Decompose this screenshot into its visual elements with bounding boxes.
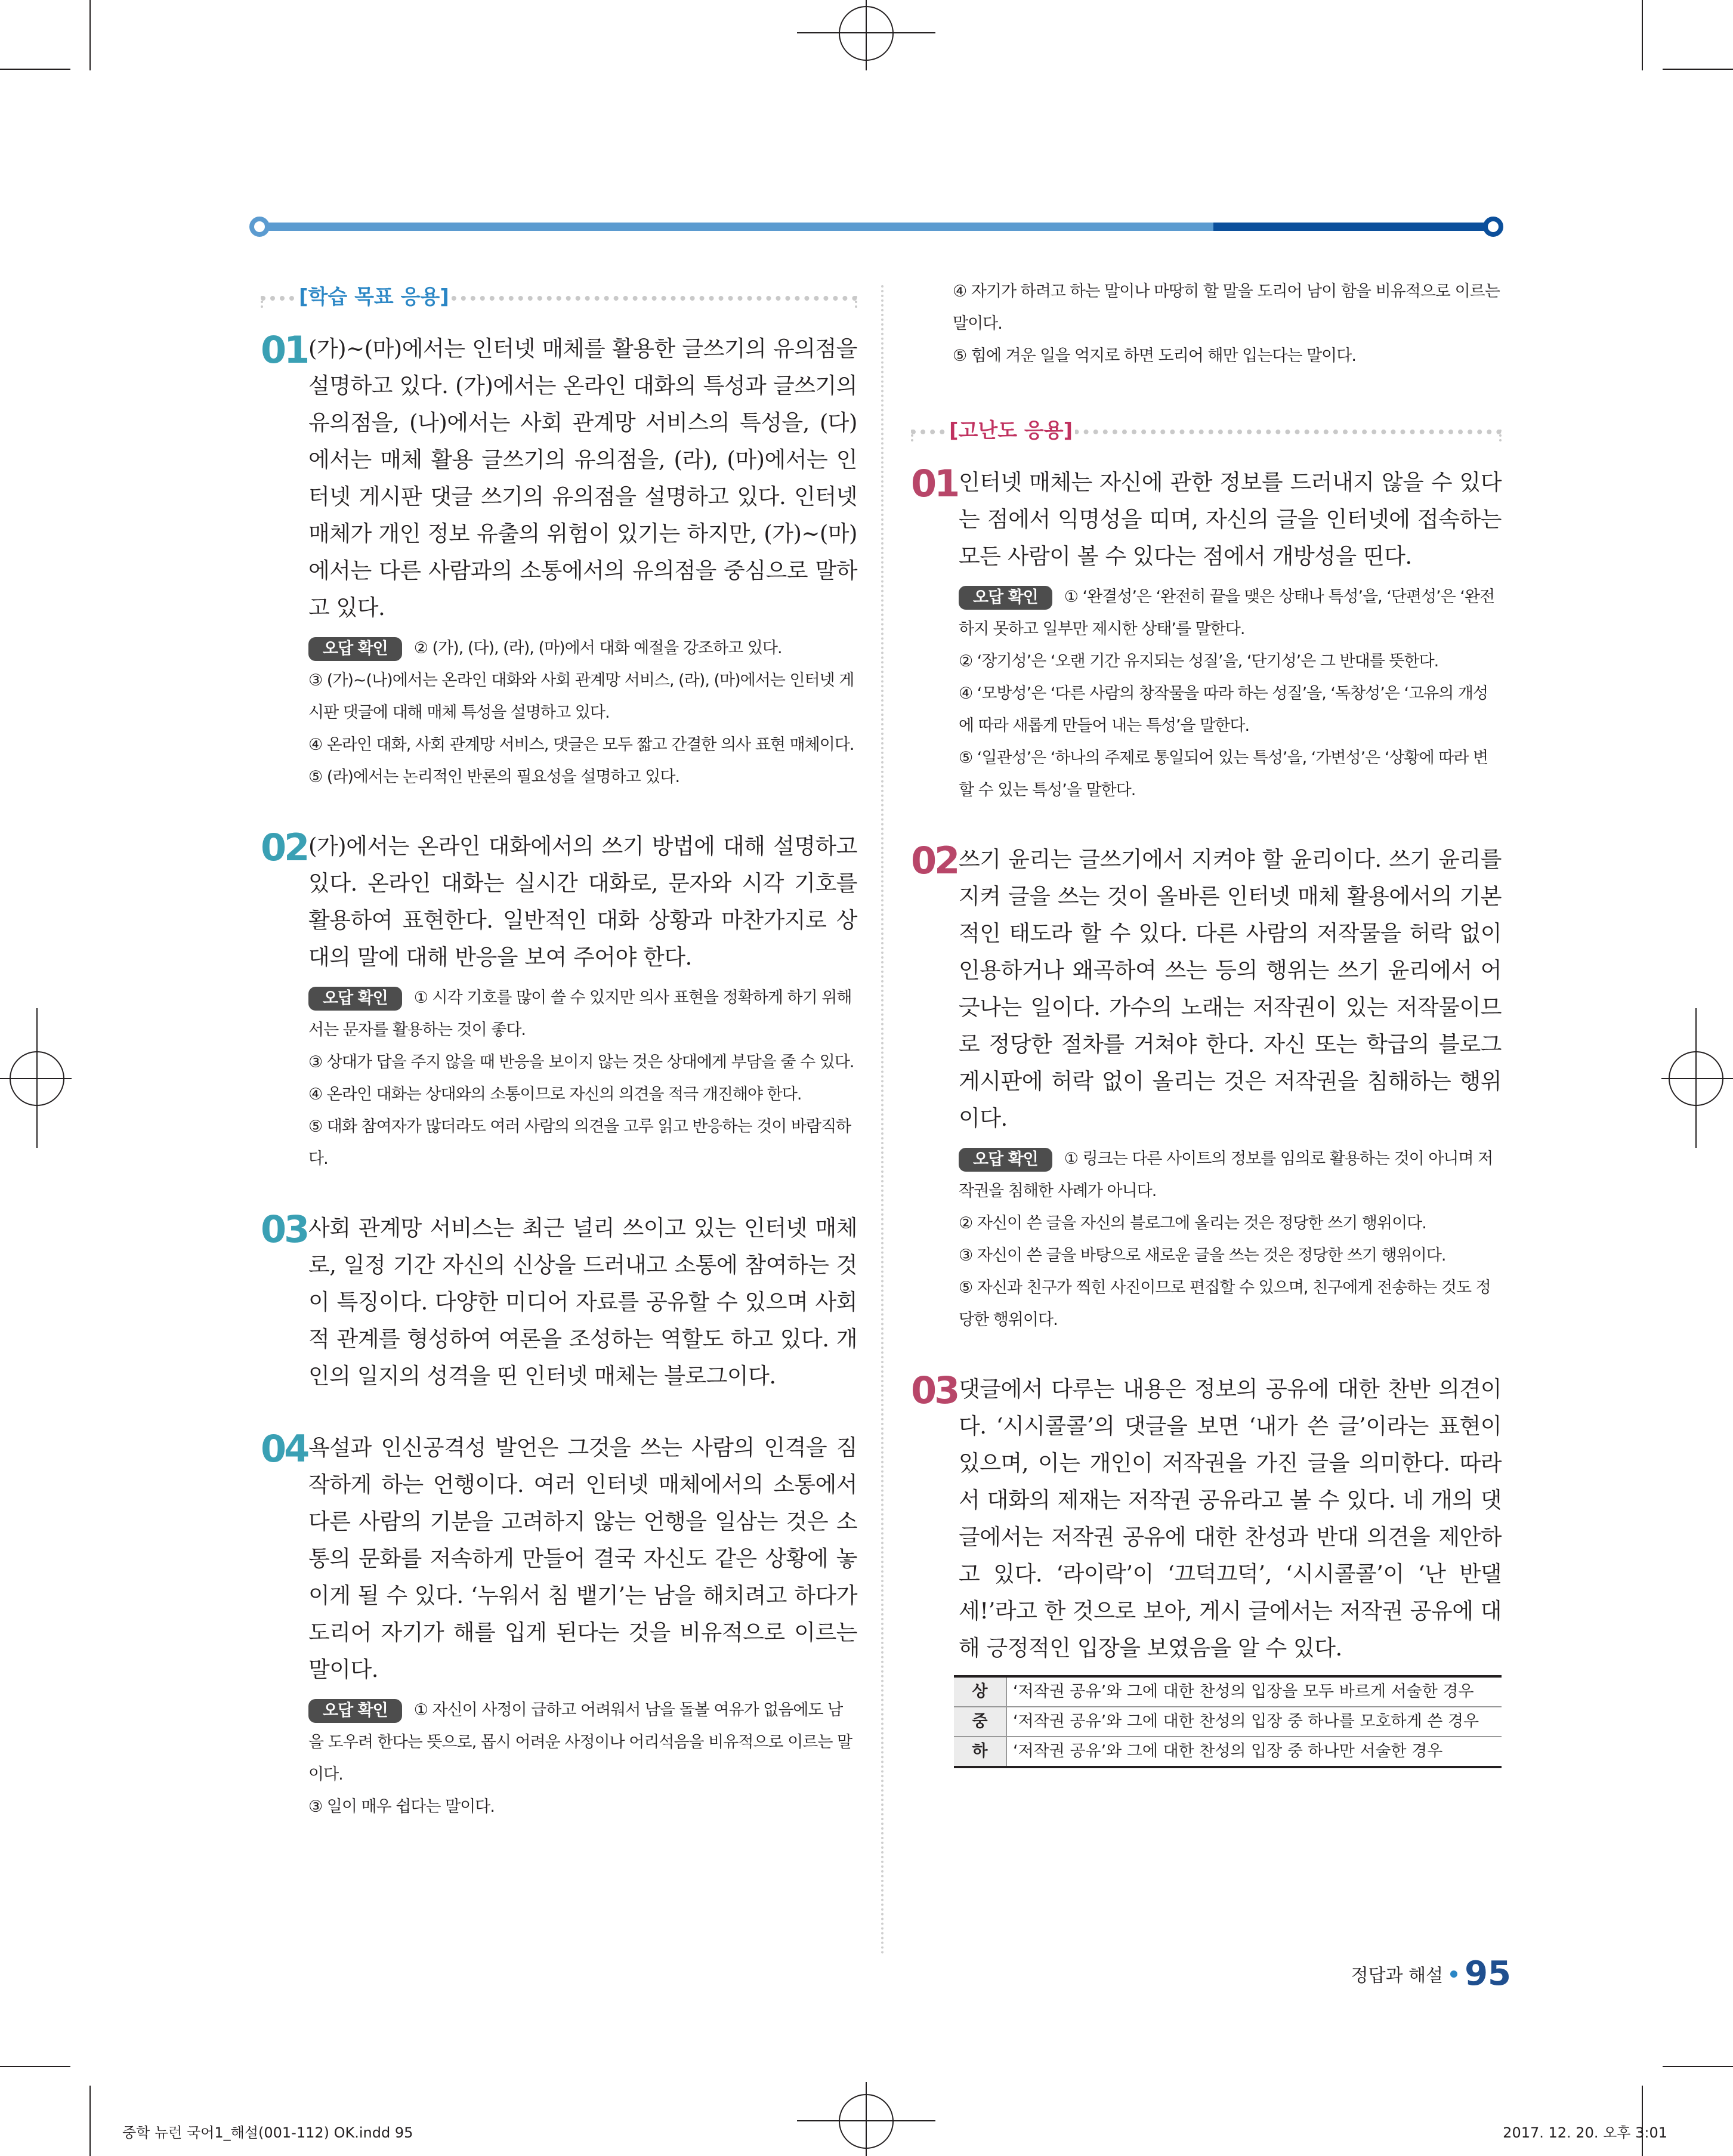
page-number: 95 bbox=[1465, 1954, 1511, 1993]
registration-mark bbox=[0, 1078, 72, 1079]
note-line: ⑤ ‘일관성’은 ‘하나의 주제로 통일되어 있는 특성’을, ‘가변성’은 ‘상황에 따라 변할 수 있는 특성’을 말한다. bbox=[959, 749, 1488, 799]
question-number: 01 bbox=[261, 328, 308, 372]
header-bar-dark bbox=[1213, 223, 1494, 231]
wrong-answer-note bbox=[959, 1143, 1502, 1336]
header-bar bbox=[249, 217, 1503, 237]
wrong-answer-note bbox=[308, 1694, 857, 1823]
grade-description: ‘저작권 공유’와 그에 대한 찬성의 입장 중 하나를 모호하게 쓴 경우 bbox=[1006, 1707, 1502, 1737]
wrong-answer-note bbox=[959, 581, 1502, 807]
crop-mark bbox=[89, 0, 91, 70]
note-tag: 오답 확인 bbox=[959, 1148, 1052, 1172]
header-bar-left-dot bbox=[249, 217, 270, 237]
note-tag: 오답 확인 bbox=[308, 1699, 402, 1723]
footer-label: 정답과 해설 bbox=[1351, 1965, 1444, 1987]
registration-mark bbox=[1661, 1078, 1733, 1079]
note-line: ③ (가)~(나)에서는 온라인 대화와 사회 관계망 서비스, (라), (마)에서는 인터넷 게시판 댓글에 대해 매체 특성을 설명하고 있다. bbox=[308, 671, 854, 722]
question-number: 02 bbox=[261, 826, 308, 869]
crop-mark bbox=[1663, 69, 1733, 70]
note-line: ④ 자기가 하려고 하는 말이나 마땅히 할 말을 도리어 남이 함을 비유적으로 이르는 말이다. bbox=[953, 282, 1500, 333]
header-bar-light bbox=[259, 223, 1225, 231]
note-line: ⑤ 대화 참여자가 많더라도 여러 사람의 의견을 고루 읽고 반응하는 것이 바람직하다. bbox=[308, 1117, 851, 1168]
crop-mark bbox=[89, 2086, 91, 2156]
note-tag: 오답 확인 bbox=[959, 586, 1052, 610]
print-slug-right: 2017. 12. 20. 오후 3:01 bbox=[1503, 2124, 1667, 2141]
table-row bbox=[954, 1676, 1502, 1707]
note-line: ⑤ (라)에서는 논리적인 반론의 필요성을 설명하고 있다. bbox=[308, 768, 680, 786]
header-bar-right-dot bbox=[1483, 217, 1503, 237]
note-line: ① 자신이 사정이 급하고 어려워서 남을 돌볼 여유가 없음에도 남을 도우려 한다는 뜻으로, 몹시 어려운 사정이나 어리석음을 비유적으로 이르는 말이다. bbox=[308, 1701, 852, 1784]
question-block bbox=[261, 1429, 857, 1823]
question-block bbox=[911, 841, 1502, 1336]
note-line: ② ‘장기성’은 ‘오랜 기간 유지되는 성질’을, ‘단기성’은 그 반대를 뜻한다. bbox=[959, 652, 1439, 671]
section-label: [고난도 응용] bbox=[947, 414, 1075, 443]
answer-text: 사회 관계망 서비스는 최근 널리 쓰이고 있는 인터넷 매체로, 일정 기간 자신의 신상을 드러내고 소통에 참여하는 것이 특징이다. 다양한 미디어 자료를 공유할 수 있으며 사회적 관계를 형성하여 여론을 조성하는 역할도 하고 있다. 개인의 일지의 성격을 띤 인터넷 매체는 블로그이다. bbox=[308, 1215, 857, 1389]
registration-mark bbox=[866, 0, 867, 70]
note-line: ⑤ 힘에 겨운 일을 억지로 하면 도리어 해만 입는다는 말이다. bbox=[953, 347, 1356, 365]
grade-cell: 중 bbox=[954, 1707, 1006, 1737]
note-line: ③ 상대가 답을 주지 않을 때 반응을 보이지 않는 것은 상대에게 부담을 줄 수 있다. bbox=[308, 1053, 854, 1071]
right-column bbox=[911, 276, 1502, 1768]
question-block bbox=[261, 1207, 857, 1395]
question-number: 04 bbox=[261, 1427, 308, 1471]
note-line: ④ 온라인 대화는 상대와의 소통이므로 자신의 의견을 적극 개진해야 한다. bbox=[308, 1085, 802, 1104]
note-line: ④ ‘모방성’은 ‘다른 사람의 창작물을 따라 하는 성질’을, ‘독창성’은 ‘고유의 개성에 따라 새롭게 만들어 내는 특성’을 말한다. bbox=[959, 684, 1488, 735]
question-number: 01 bbox=[911, 462, 958, 505]
crop-mark bbox=[1642, 0, 1643, 70]
answer-text: (가)~(마)에서는 인터넷 매체를 활용한 글쓰기의 유의점을 설명하고 있다. (가)에서는 온라인 대화의 특성과 글쓰기의 유의점을, (나)에서는 사회 관계망 서비스의 특성을, (다)에서는 매체 활용 글쓰기의 유의점을, (라), (마)에서는 인터넷 게시판 댓글 쓰기의 유의점을 설명하고 있다. 인터넷 매체가 개인 정보 유출의 위험이 있기는 하지만, (가)~(마)에서는 다른 사람과의 소통에서의 유의점을 중심으로 말하고 있다. bbox=[308, 336, 857, 620]
page-footer bbox=[1351, 1954, 1511, 1993]
continued-note bbox=[953, 276, 1502, 372]
answer-text: 욕설과 인신공격성 발언은 그것을 쓰는 사람의 인격을 짐작하게 하는 언행이다. 여러 인터넷 매체에서의 소통에서 다른 사람의 기분을 고려하지 않는 언행을 일삼는 것은 소통의 문화를 저속하게 만들어 결국 자신도 같은 상황에 놓이게 될 수 있다. ‘누워서 침 뱉기’는 남을 해치려고 하다가 도리어 자기가 해를 입게 된다는 것을 비유적으로 이르는 말이다. bbox=[308, 1435, 857, 1682]
note-line: ④ 온라인 대화, 사회 관계망 서비스, 댓글은 모두 짧고 간결한 의사 표현 매체이다. bbox=[308, 736, 854, 754]
note-line: ① 링크는 다른 사이트의 정보를 임의로 활용하는 것이 아니며 저작권을 침해한 사례가 아니다. bbox=[959, 1150, 1493, 1200]
answer-text: 쓰기 윤리는 글쓰기에서 지켜야 할 윤리이다. 쓰기 윤리를 지켜 글을 쓰는 것이 올바른 인터넷 매체 활용에서의 기본적인 태도라 할 수 있다. 다른 사람의 저작물을 허락 없이 인용하거나 왜곡하여 쓰는 등의 행위는 쓰기 윤리에서 어긋나는 일이다. 가수의 노래는 저작권이 있는 저작물이므로 정당한 절차를 거쳐야 한다. 자신 또는 학급의 블로그 게시판에 허락 없이 올리는 것은 저작권을 침해하는 행위이다. bbox=[959, 847, 1502, 1131]
table-row bbox=[954, 1737, 1502, 1767]
question-block bbox=[261, 330, 857, 793]
section-header bbox=[911, 414, 1502, 456]
question-block bbox=[261, 828, 857, 1175]
column-separator bbox=[881, 285, 884, 1956]
note-line: ⑤ 자신과 친구가 찍힌 사진이므로 편집할 수 있으며, 친구에게 전송하는 것도 정당한 행위이다. bbox=[959, 1278, 1491, 1329]
answer-text: 인터넷 매체는 자신에 관한 정보를 드러내지 않을 수 있다는 점에서 익명성을 띠며, 자신의 글을 인터넷에 접속하는 모든 사람이 볼 수 있다는 점에서 개방성을 띤다. bbox=[959, 469, 1502, 569]
crop-mark bbox=[1663, 2066, 1733, 2067]
answer-text: 댓글에서 다루는 내용은 정보의 공유에 대한 찬반 의견이다. ‘시시콜콜’의 댓글을 보면 ‘내가 쓴 글’이라는 표현이 있으며, 이는 개인이 저작권을 가진 글을 의미한다. 따라서 대화의 제재는 저작권 공유라고 볼 수 있다. 네 개의 댓글에서는 저작권 공유에 대한 찬성과 반대 의견을 제안하고 있다. ‘라이락’이 ‘끄덕끄덕’, ‘시시콜콜’이 ‘난 반댈세!’라고 한 것으로 보아, 게시 글에서는 저작권 공유에 대해 긍정적인 입장을 보였음을 알 수 있다. bbox=[959, 1376, 1502, 1661]
registration-mark bbox=[797, 2120, 935, 2121]
registration-mark bbox=[797, 32, 935, 33]
wrong-answer-note bbox=[308, 982, 857, 1175]
grading-table bbox=[954, 1675, 1502, 1768]
question-number: 03 bbox=[261, 1207, 308, 1251]
note-line: ③ 자신이 쓴 글을 바탕으로 새로운 글을 쓰는 것은 정당한 쓰기 행위이다. bbox=[959, 1246, 1446, 1265]
note-line: ③ 일이 매우 쉽다는 말이다. bbox=[308, 1797, 495, 1816]
answer-text: (가)에서는 온라인 대화에서의 쓰기 방법에 대해 설명하고 있다. 온라인 대화는 실시간 대화로, 문자와 시각 기호를 활용하여 표현한다. 일반적인 대화 상황과 마찬가지로 상대의 말에 대해 반응을 보여 주어야 한다. bbox=[308, 833, 857, 970]
print-slug-left: 중학 뉴런 국어1_해설(001-112) OK.indd 95 bbox=[122, 2124, 413, 2141]
left-column bbox=[261, 280, 857, 1858]
note-line: ② (가), (다), (라), (마)에서 대화 예절을 강조하고 있다. bbox=[413, 639, 782, 657]
section-header bbox=[261, 280, 857, 322]
note-tag: 오답 확인 bbox=[308, 637, 402, 661]
table-row bbox=[954, 1707, 1502, 1737]
question-number: 02 bbox=[911, 839, 958, 882]
note-line: ① ‘완결성’은 ‘완전히 끝을 맺은 상태나 특성’을, ‘단편성’은 ‘완전하지 못하고 일부만 제시한 상태’를 말한다. bbox=[959, 588, 1495, 638]
grade-description: ‘저작권 공유’와 그에 대한 찬성의 입장 중 하나만 서술한 경우 bbox=[1006, 1737, 1502, 1767]
wrong-answer-note bbox=[308, 632, 857, 793]
crop-mark bbox=[0, 69, 70, 70]
note-line: ① 시각 기호를 많이 쓸 수 있지만 의사 표현을 정확하게 하기 위해서는 문자를 활용하는 것이 좋다. bbox=[308, 989, 852, 1039]
question-number: 03 bbox=[911, 1369, 958, 1412]
section-label: [학습 목표 응용] bbox=[296, 280, 452, 310]
registration-mark bbox=[866, 2082, 867, 2156]
question-block bbox=[911, 1371, 1502, 1667]
note-line: ② 자신이 쓴 글을 자신의 블로그에 올리는 것은 정당한 쓰기 행위이다. bbox=[959, 1214, 1426, 1233]
footer-dot bbox=[1450, 1970, 1457, 1978]
question-block bbox=[911, 464, 1502, 807]
note-tag: 오답 확인 bbox=[308, 987, 402, 1011]
crop-mark bbox=[0, 2066, 70, 2067]
grade-cell: 하 bbox=[954, 1737, 1006, 1767]
grade-cell: 상 bbox=[954, 1676, 1006, 1707]
grade-description: ‘저작권 공유’와 그에 대한 찬성의 입장을 모두 바르게 서술한 경우 bbox=[1006, 1676, 1502, 1707]
